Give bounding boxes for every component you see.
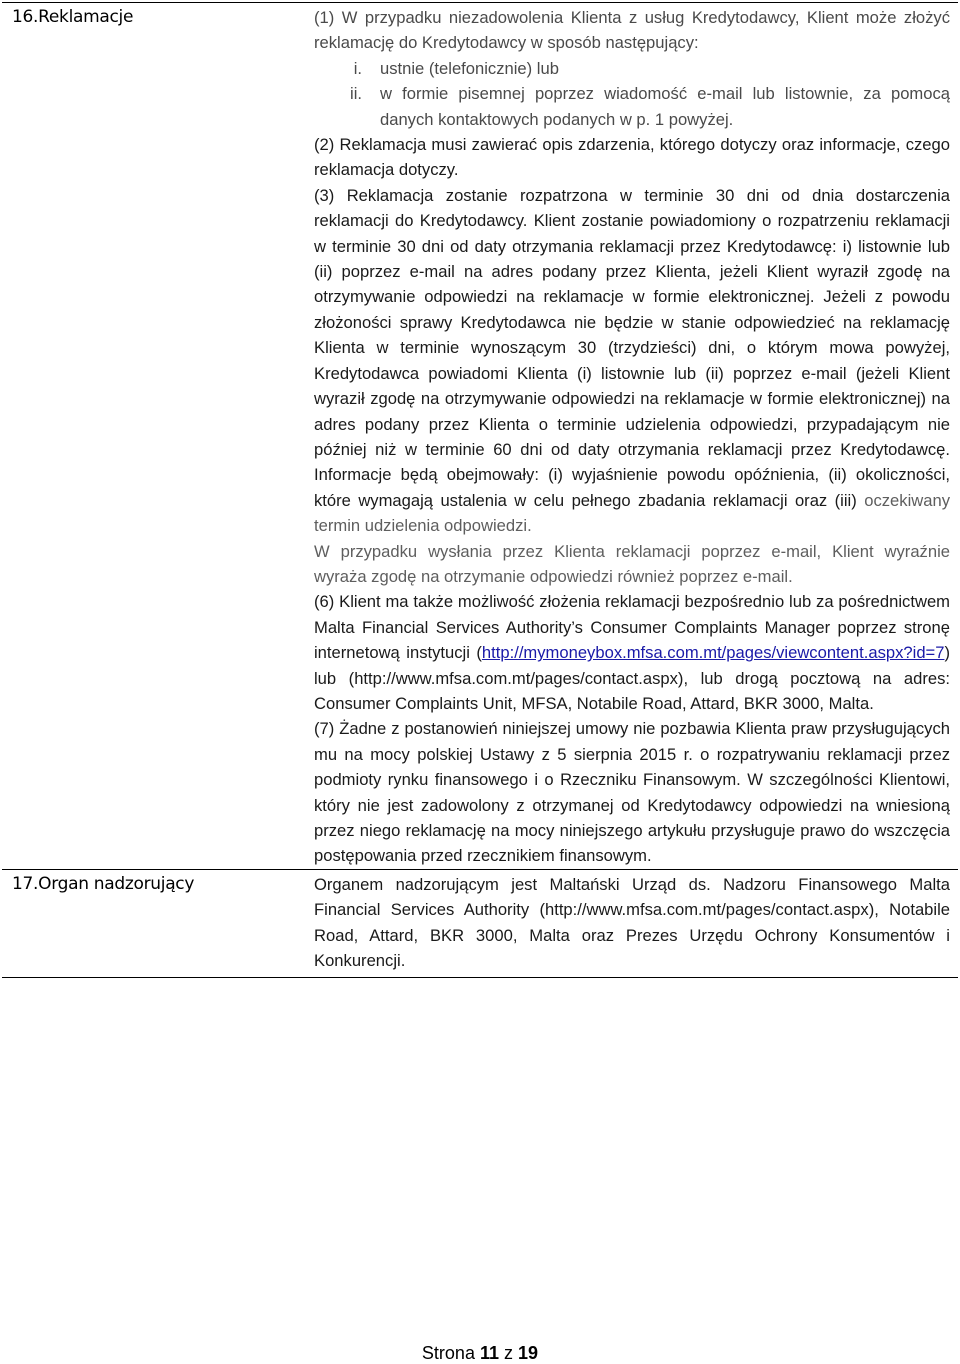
list-item-ii	[314, 81, 950, 132]
document-table	[2, 2, 958, 978]
supervisor-paragraph: Organem nadzorującym jest Maltański Urząd ds. Nadzoru Finansowego Malta Financial Services Authority (http://www.mfsa.com.mt/pages/contact.aspx), Notabile Road, Attard, BKR 3000, Malta oraz Prezes Urzędu Ochrony Konsumentów i Konkurencji.	[314, 874, 950, 971]
list-text: ustnie (telefonicznie) lub	[380, 58, 559, 78]
list-number: i.	[353, 58, 362, 78]
list-number: ii.	[350, 84, 362, 104]
list-item-i	[314, 56, 950, 81]
paragraph-1: (1) W przypadku niezadowolenia Klienta z usług Kredytodawcy, Klient może złożyć reklamację do Kredytodawcy w sposób następujący:	[314, 8, 950, 53]
list-text: w formie pisemnej poprzez wiadomość e-mail lub listownie, za pomocą danych kontaktowych podanych w p. 1 powyżej.	[380, 84, 950, 129]
footer-page-total: 19	[518, 1343, 539, 1363]
section-label-17: 17.Organ nadzorujący	[2, 869, 312, 978]
section-row-16	[2, 3, 958, 870]
paragraph-3-tail: oczekiwany termin udzielenia odpowiedzi.	[314, 490, 950, 536]
paragraph-6	[314, 589, 950, 716]
footer-page-number: 11	[479, 1343, 500, 1363]
footer-prefix: Strona	[421, 1343, 475, 1363]
section-content-17	[312, 869, 958, 978]
mfsa-complaints-link[interactable]: http://mymoneybox.mfsa.com.mt/pages/viewcontent.aspx?id=7	[481, 643, 945, 663]
footer-middle: z	[504, 1343, 514, 1363]
section-content-16	[312, 3, 958, 870]
section-label-16: 16.Reklamacje	[2, 3, 312, 870]
paragraph-2: (2) Reklamacja musi zawierać opis zdarzenia, którego dotyczy oraz informacje, czego reklamacja dotyczy.	[314, 135, 950, 180]
paragraph-4: W przypadku wysłania przez Klienta reklamacji poprzez e-mail, Klient wyraźnie wyraża zgodę na otrzymanie odpowiedzi również poprzez e-mail.	[314, 541, 950, 586]
paragraph-6-start: (6) Klient ma także możliwość złożenia reklamacji bezpośrednio lub za pośrednictwem Malta Financial Services Authority’s Consumer Complaints Manager poprzez stronę internetową instytucji (	[314, 592, 950, 663]
paragraph-3-main: (3) Reklamacja zostanie rozpatrzona w terminie 30 dni od dnia dostarczenia reklamacji do Kredytodawcy. Klient zostanie powiadomiony o rozpatrzeniu reklamacji w terminie 30 dni od daty otrzymania reklamacji przez Kredytodawcę: i) listownie lub (ii) poprzez e-mail na adres podany przez Klienta, jeżeli Klient wyraził zgodę na otrzymywanie odpowiedzi na reklamacje w formie elektronicznej. Jeżeli z powodu złożoności sprawy Kredytodawca nie będzie w stanie odpowiedzieć na reklamację Klienta w terminie wynoszącym 30 (trzydzieści) dni, o którym mowa powyżej, Kredytodawca powiadomi Klienta (i) listownie lub (ii) poprzez e-mail (jeżeli Klient wyraził zgodę na otrzymywanie odpowiedzi na reklamacje w formie elektronicznej) na adres podany przez Klienta o terminie udzielenia odpowiedzi, przypadającym nie później niż w terminie 60 dni od daty otrzymania reklamacji przez Kredytodawcę. Informacje będą obejmowały: (i) wyjaśnienie powodu opóźnienia, (ii) okoliczności, które wymagają ustalenia w celu pełnego zbadania reklamacji oraz (iii)	[314, 185, 950, 510]
paragraph-6-end: ) lub (http://www.mfsa.com.mt/pages/contact.aspx), lub drogą pocztową na adres: Consumer Complaints Unit, MFSA, Notabile Road, Attard, BKR 3000, Malta.	[314, 643, 950, 713]
paragraph-7: (7) Żadne z postanowień niniejszej umowy nie pozbawia Klienta praw przysługujących mu na mocy polskiej Ustawy z 5 sierpnia 2015 r. o rozpatrywaniu reklamacji przez podmioty rynku finansowego i o Rzeczniku Finansowym. W szczególności Klientowi, który nie jest zadowolony z otrzymanej od Kredytodawcy odpowiedzi na wniesioną przez niego reklamację na mocy niniejszego artykułu przysługuje prawo do wszczęcia postępowania przed rzecznikiem finansowym.	[314, 719, 950, 866]
page-footer	[0, 1343, 960, 1364]
paragraph-3	[314, 183, 950, 539]
section-row-17	[2, 869, 958, 978]
